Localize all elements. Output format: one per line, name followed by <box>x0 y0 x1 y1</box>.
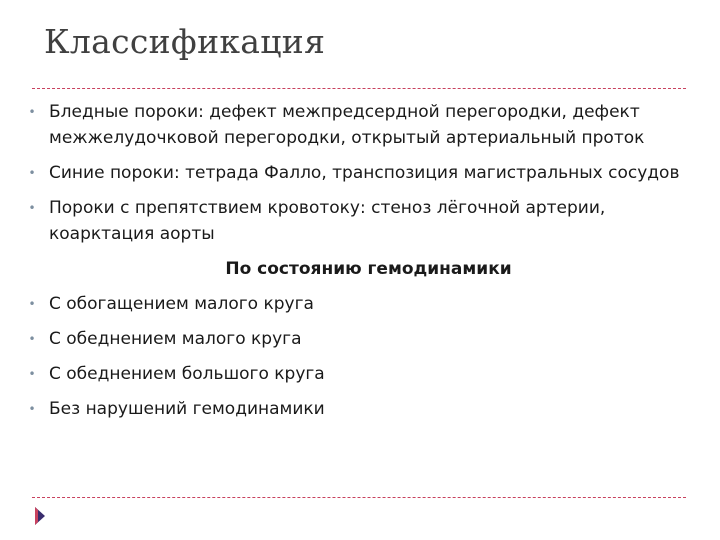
list-item <box>26 99 686 151</box>
bullet-dot-icon: • <box>28 297 36 311</box>
list-item-text: Синие пороки: тетрада Фалло, транспозиция магистральных сосудов <box>49 163 680 183</box>
slide-title: Классификация <box>44 22 326 61</box>
bullet-dot-icon: • <box>28 201 36 215</box>
list-item <box>26 326 686 352</box>
bullet-dot-icon: • <box>28 402 36 416</box>
bullet-dot-icon: • <box>28 105 36 119</box>
list-item <box>26 160 686 186</box>
list-item-text: Без нарушений гемодинамики <box>49 399 325 419</box>
list-item-text: С обогащением малого круга <box>49 294 314 314</box>
list-item-text: Бледные пороки: дефект межпредсердной перегородки, дефект межжелудочковой перегородки, открытый артериальный проток <box>49 102 645 148</box>
list-item <box>26 291 686 317</box>
list-item-text: С обеднением малого круга <box>49 329 302 349</box>
section-subheading: По состоянию гемодинамики <box>225 259 512 279</box>
bullet-dot-icon: • <box>28 166 36 180</box>
slide-content <box>26 99 686 431</box>
bullet-dot-icon: • <box>28 332 36 346</box>
list-item <box>26 361 686 387</box>
bullet-dot-icon: • <box>28 367 36 381</box>
list-item-text: С обеднением большого круга <box>49 364 325 384</box>
list-item-text: Пороки с препятствием кровотоку: стеноз лёгочной артерии, коарктация аорты <box>49 198 606 244</box>
bottom-dashed-divider <box>32 497 686 498</box>
top-dashed-divider <box>32 88 686 89</box>
list-item <box>26 195 686 247</box>
list-item <box>26 396 686 422</box>
play-arrow-icon[interactable] <box>34 506 46 526</box>
